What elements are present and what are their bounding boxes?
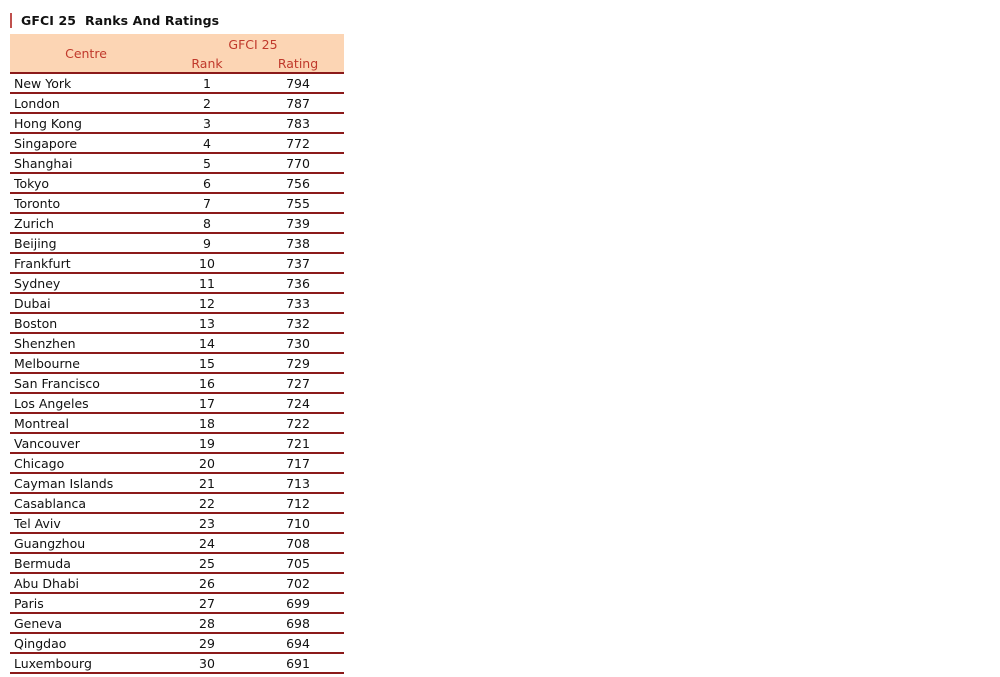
table-row xyxy=(10,474,344,494)
cell-rank: 12 xyxy=(199,296,215,311)
table-row xyxy=(10,494,344,514)
cell-rank: 23 xyxy=(199,516,215,531)
cell-rating: 699 xyxy=(286,596,310,611)
table-row xyxy=(10,174,344,194)
cell-rating: 756 xyxy=(286,176,310,191)
cell-rank: 7 xyxy=(203,196,211,211)
cell-centre: Paris xyxy=(14,596,44,611)
table-row xyxy=(10,134,344,154)
cell-rating: 732 xyxy=(286,316,310,331)
cell-rating: 772 xyxy=(286,136,310,151)
cell-rating: 787 xyxy=(286,96,310,111)
cell-rank: 2 xyxy=(203,96,211,111)
table-row xyxy=(10,234,344,254)
cell-rating: 708 xyxy=(286,536,310,551)
cell-rating: 722 xyxy=(286,416,310,431)
cell-rating: 702 xyxy=(286,576,310,591)
cell-rating: 730 xyxy=(286,336,310,351)
table-row xyxy=(10,314,344,334)
table-row xyxy=(10,414,344,434)
cell-rating: 698 xyxy=(286,616,310,631)
cell-centre: Casablanca xyxy=(14,496,87,511)
cell-centre: Montreal xyxy=(14,416,69,431)
cell-rank: 15 xyxy=(199,356,215,371)
table-row xyxy=(10,434,344,454)
cell-rank: 19 xyxy=(199,436,215,451)
cell-centre: London xyxy=(14,96,60,111)
cell-rank: 25 xyxy=(199,556,215,571)
table-row xyxy=(10,454,344,474)
cell-rank: 1 xyxy=(203,76,211,91)
table-row xyxy=(10,554,344,574)
table-row xyxy=(10,634,344,654)
cell-rank: 24 xyxy=(199,536,215,551)
cell-centre: Vancouver xyxy=(14,436,80,451)
cell-rating: 727 xyxy=(286,376,310,391)
cell-centre: Geneva xyxy=(14,616,63,631)
cell-centre: Qingdao xyxy=(14,636,67,651)
table-row xyxy=(10,594,344,614)
table-header xyxy=(10,34,344,74)
table-row xyxy=(10,574,344,594)
cell-centre: Tel Aviv xyxy=(14,516,61,531)
header-centre: Centre xyxy=(65,46,107,61)
cell-rating: 694 xyxy=(286,636,310,651)
table-row xyxy=(10,534,344,554)
cell-rating: 721 xyxy=(286,436,310,451)
table-row xyxy=(10,254,344,274)
cell-rank: 4 xyxy=(203,136,211,151)
cell-rating: 733 xyxy=(286,296,310,311)
table-row xyxy=(10,374,344,394)
table-row xyxy=(10,294,344,314)
cell-centre: Beijing xyxy=(14,236,57,251)
cell-rating: 724 xyxy=(286,396,310,411)
cell-rating: 737 xyxy=(286,256,310,271)
header-group-gfci: GFCI 25 xyxy=(228,37,278,52)
header-rating: Rating xyxy=(277,56,319,71)
table-row xyxy=(10,74,344,94)
cell-rank: 17 xyxy=(199,396,215,411)
cell-rating: 738 xyxy=(286,236,310,251)
cell-rank: 21 xyxy=(199,476,215,491)
cell-rank: 29 xyxy=(199,636,215,651)
cell-centre: Cayman Islands xyxy=(14,476,114,491)
title-accent-bar xyxy=(10,13,12,28)
cell-rank: 27 xyxy=(199,596,215,611)
table-row xyxy=(10,94,344,114)
cell-rank: 20 xyxy=(199,456,215,471)
cell-centre: Abu Dhabi xyxy=(14,576,79,591)
cell-centre: Sydney xyxy=(14,276,61,291)
cell-centre: Guangzhou xyxy=(14,536,86,551)
cell-rank: 6 xyxy=(203,176,211,191)
cell-rating: 739 xyxy=(286,216,310,231)
cell-rating: 691 xyxy=(286,656,310,671)
cell-centre: New York xyxy=(14,76,72,91)
document-title xyxy=(10,11,219,29)
cell-centre: Melbourne xyxy=(14,356,80,371)
table-row xyxy=(10,514,344,534)
table-row xyxy=(10,114,344,134)
cell-rating: 712 xyxy=(286,496,310,511)
table-body xyxy=(10,74,344,674)
cell-rank: 28 xyxy=(199,616,215,631)
table-row xyxy=(10,214,344,234)
cell-rank: 13 xyxy=(199,316,215,331)
cell-rating: 717 xyxy=(286,456,310,471)
table-row xyxy=(10,334,344,354)
cell-rating: 736 xyxy=(286,276,310,291)
cell-centre: Singapore xyxy=(14,136,78,151)
table-row xyxy=(10,614,344,634)
table-row xyxy=(10,354,344,374)
table-row xyxy=(10,274,344,294)
cell-rating: 783 xyxy=(286,116,310,131)
cell-centre: Tokyo xyxy=(14,176,49,191)
cell-centre: Toronto xyxy=(14,196,61,211)
cell-rating: 794 xyxy=(286,76,310,91)
cell-rating: 770 xyxy=(286,156,310,171)
cell-centre: Zurich xyxy=(14,216,54,231)
cell-centre: Hong Kong xyxy=(14,116,82,131)
cell-centre: San Francisco xyxy=(14,376,100,391)
table-row xyxy=(10,194,344,214)
cell-rank: 9 xyxy=(203,236,211,251)
table-row xyxy=(10,654,344,674)
cell-centre: Bermuda xyxy=(14,556,71,571)
cell-rating: 705 xyxy=(286,556,310,571)
cell-rank: 5 xyxy=(203,156,211,171)
cell-centre: Shanghai xyxy=(14,156,73,171)
table-row xyxy=(10,154,344,174)
cell-rating: 755 xyxy=(286,196,310,211)
cell-rank: 3 xyxy=(203,116,211,131)
cell-centre: Dubai xyxy=(14,296,51,311)
cell-centre: Chicago xyxy=(14,456,65,471)
cell-rank: 26 xyxy=(199,576,215,591)
table-row xyxy=(10,394,344,414)
cell-rank: 10 xyxy=(199,256,215,271)
cell-rating: 713 xyxy=(286,476,310,491)
cell-centre: Shenzhen xyxy=(14,336,76,351)
cell-rank: 16 xyxy=(199,376,215,391)
cell-rank: 14 xyxy=(199,336,215,351)
cell-rank: 22 xyxy=(199,496,215,511)
cell-rating: 729 xyxy=(286,356,310,371)
cell-centre: Los Angeles xyxy=(14,396,89,411)
cell-rank: 8 xyxy=(203,216,211,231)
header-rank: Rank xyxy=(191,56,223,71)
cell-rating: 710 xyxy=(286,516,310,531)
cell-rank: 30 xyxy=(199,656,215,671)
cell-centre: Luxembourg xyxy=(14,656,92,671)
cell-centre: Boston xyxy=(14,316,58,331)
cell-rank: 11 xyxy=(199,276,215,291)
cell-centre: Frankfurt xyxy=(14,256,71,271)
ranking-table xyxy=(10,34,344,674)
cell-rank: 18 xyxy=(199,416,215,431)
title-text: GFCI 25 Ranks And Ratings xyxy=(21,12,220,28)
